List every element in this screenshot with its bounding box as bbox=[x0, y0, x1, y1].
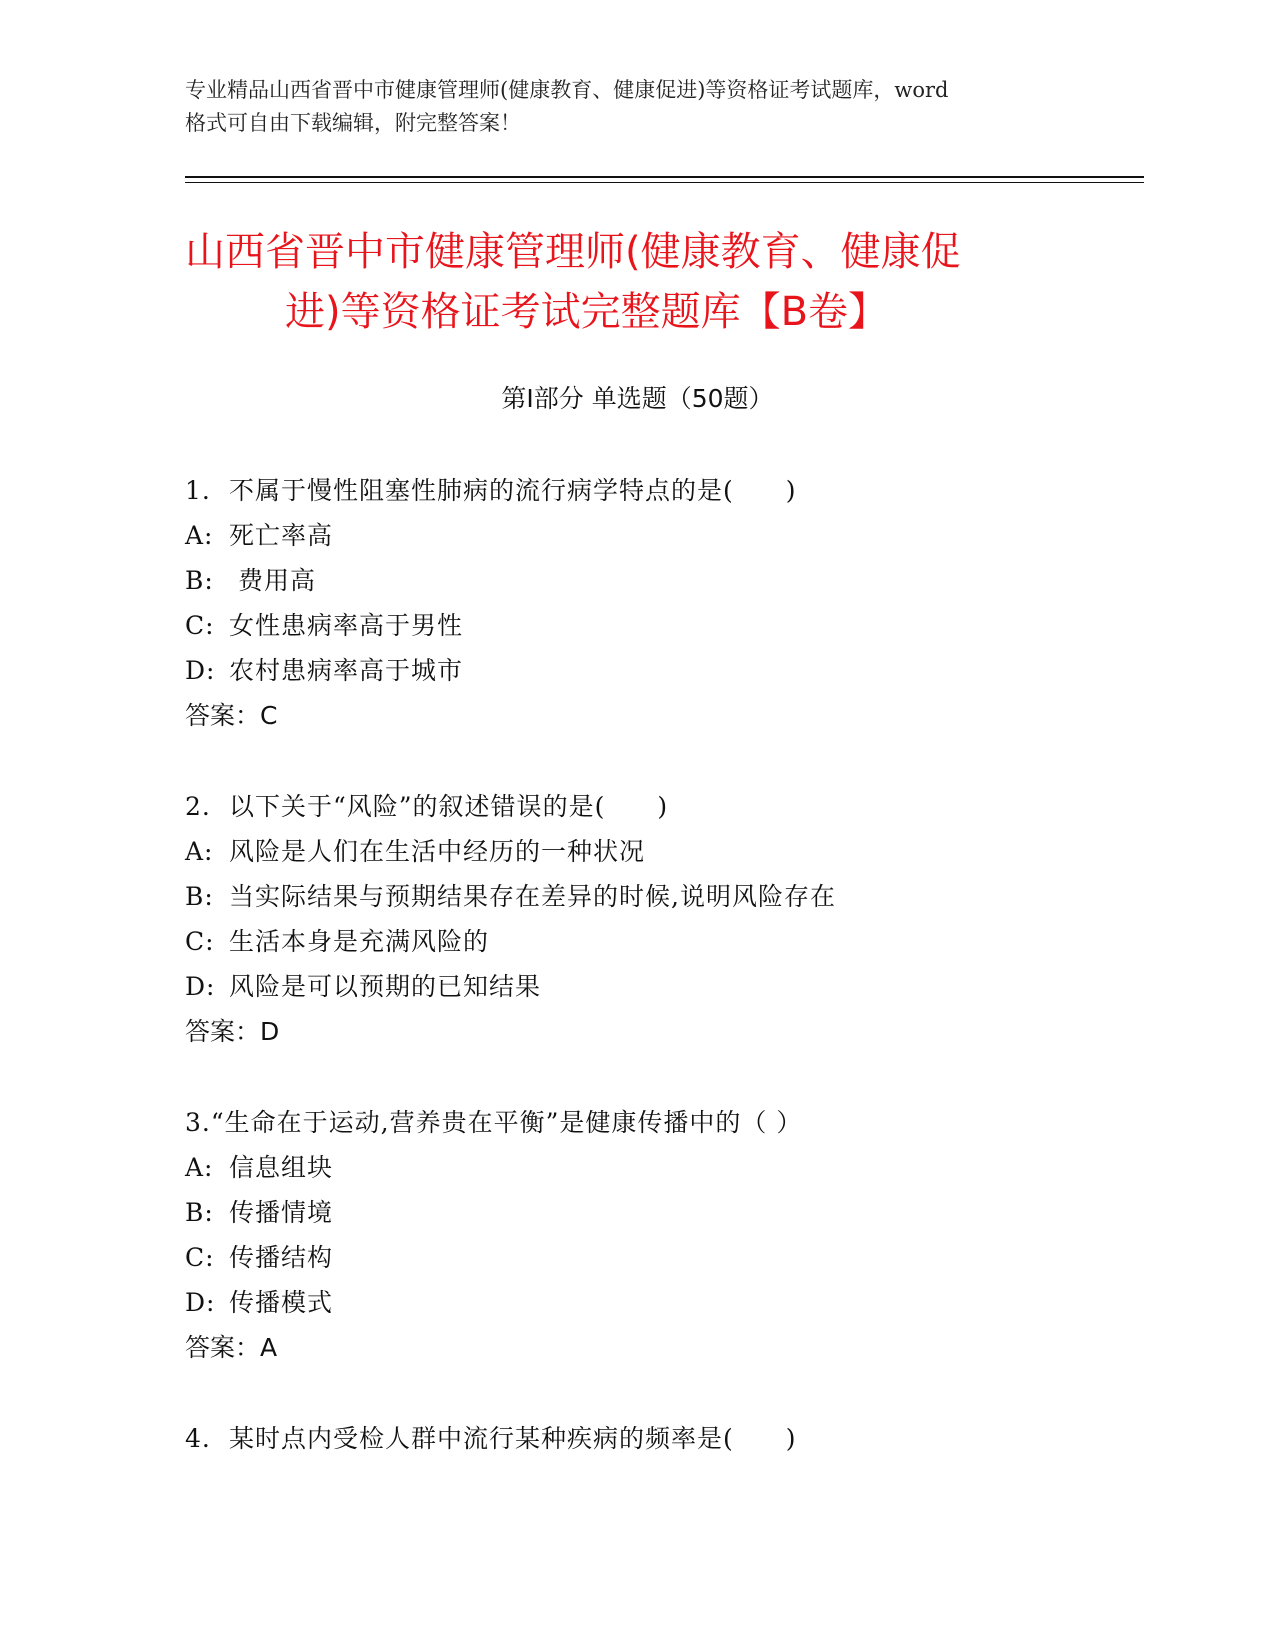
answer-label: 答案： bbox=[185, 701, 261, 730]
option-key: A: bbox=[185, 837, 214, 866]
section-heading: 第Ⅰ部分 单选题（50题） bbox=[501, 384, 774, 413]
question-number: 2. bbox=[185, 792, 211, 821]
question-text: 某时点内受检人群中流行某种疾病的频率是( ) bbox=[229, 1424, 797, 1453]
question-number: 1. bbox=[185, 476, 211, 505]
option-key: A: bbox=[185, 1153, 214, 1182]
option-d bbox=[185, 964, 1085, 1009]
answer bbox=[185, 1325, 1085, 1370]
answer-label: 答案： bbox=[185, 1017, 261, 1046]
answer bbox=[185, 1009, 1085, 1054]
header-rule-thin bbox=[185, 182, 1144, 183]
option-b bbox=[185, 1190, 1085, 1235]
answer-label: 答案： bbox=[185, 1333, 261, 1362]
answer-value: A bbox=[260, 1333, 278, 1362]
option-key: B: bbox=[185, 882, 214, 911]
option-key: D: bbox=[185, 656, 216, 685]
option-text: 女性患病率高于男性 bbox=[229, 611, 464, 640]
question-stem bbox=[185, 1416, 1085, 1461]
option-a bbox=[185, 1145, 1085, 1190]
option-text: 风险是人们在生活中经历的一种状况 bbox=[229, 837, 646, 866]
option-text: 传播模式 bbox=[229, 1288, 334, 1317]
option-d bbox=[185, 1280, 1085, 1325]
option-key: D: bbox=[185, 1288, 216, 1317]
header-note bbox=[185, 74, 1085, 140]
header-note-line-2: 格式可自由下载编辑，附完整答案！ bbox=[185, 111, 521, 135]
question-4 bbox=[185, 1416, 1085, 1461]
answer bbox=[185, 693, 1085, 738]
option-text: 农村患病率高于城市 bbox=[229, 656, 464, 685]
option-d bbox=[185, 648, 1085, 693]
document-title bbox=[185, 222, 1090, 342]
answer-value: C bbox=[260, 701, 278, 730]
option-key: A: bbox=[185, 521, 214, 550]
option-text: 信息组块 bbox=[229, 1153, 334, 1182]
option-text: 生活本身是充满风险的 bbox=[229, 927, 490, 956]
option-a bbox=[185, 513, 1085, 558]
option-text: 费用高 bbox=[229, 566, 316, 595]
header-note-line-1: 专业精品山西省晋中市健康管理师(健康教育、健康促进)等资格证考试题库，word bbox=[185, 78, 949, 102]
option-text: 当实际结果与预期结果存在差异的时候,说明风险存在 bbox=[229, 882, 836, 911]
option-c bbox=[185, 603, 1085, 648]
question-number: 3. bbox=[185, 1108, 211, 1137]
question-1 bbox=[185, 468, 1085, 738]
document-title-line-2: 进)等资格证考试完整题库【B卷】 bbox=[285, 289, 889, 335]
option-text: 死亡率高 bbox=[229, 521, 334, 550]
option-text: 传播情境 bbox=[229, 1198, 334, 1227]
option-b bbox=[185, 874, 1085, 919]
option-key: C: bbox=[185, 1243, 215, 1272]
option-b bbox=[185, 558, 1085, 603]
question-stem bbox=[185, 1100, 1085, 1145]
option-text: 风险是可以预期的已知结果 bbox=[229, 972, 542, 1001]
question-list bbox=[185, 468, 1085, 1507]
question-number: 4. bbox=[185, 1424, 211, 1453]
header-rule-thick bbox=[185, 176, 1144, 178]
question-2 bbox=[185, 784, 1085, 1054]
question-text: 不属于慢性阻塞性肺病的流行病学特点的是( ) bbox=[229, 476, 797, 505]
answer-value: D bbox=[260, 1017, 280, 1046]
option-text: 传播结构 bbox=[229, 1243, 334, 1272]
option-key: D: bbox=[185, 972, 216, 1001]
option-key: B: bbox=[185, 566, 214, 595]
option-c bbox=[185, 919, 1085, 964]
question-3 bbox=[185, 1100, 1085, 1370]
question-text: 以下关于“风险”的叙述错误的是( ) bbox=[229, 792, 669, 821]
question-stem bbox=[185, 784, 1085, 829]
document-title-line-1: 山西省晋中市健康管理师(健康教育、健康促 bbox=[185, 229, 961, 275]
option-key: B: bbox=[185, 1198, 214, 1227]
option-a bbox=[185, 829, 1085, 874]
question-stem bbox=[185, 468, 1085, 513]
option-key: C: bbox=[185, 611, 215, 640]
option-c bbox=[185, 1235, 1085, 1280]
option-key: C: bbox=[185, 927, 215, 956]
question-text: “生命在于运动,营养贵在平衡”是健康传播中的（ ） bbox=[210, 1108, 803, 1137]
